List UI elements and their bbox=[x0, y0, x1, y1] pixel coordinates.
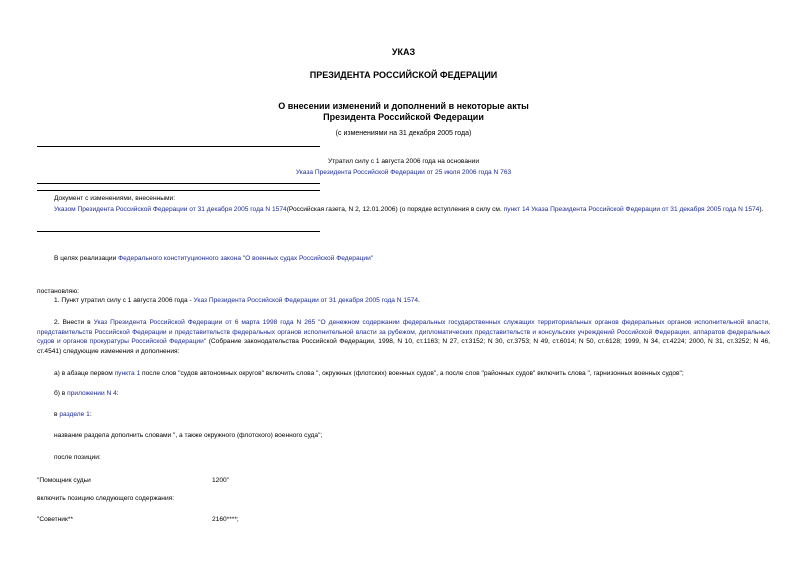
subpoint-b-link[interactable]: приложении N 4 bbox=[67, 390, 117, 397]
divider-rule bbox=[37, 146, 320, 147]
doc-issuer-title: ПРЕЗИДЕНТА РОССИЙСКОЙ ФЕДЕРАЦИИ bbox=[309, 70, 498, 80]
section-1-link[interactable]: разделе 1 bbox=[59, 411, 90, 418]
subpoint-a-start: а) в абзаце первом bbox=[54, 370, 113, 377]
changes-link-decree-1574[interactable]: Указом Президента Российской Федерации от 31 декабря 2005 года N 1574 bbox=[54, 206, 287, 213]
doc-subject-line-1: О внесении изменений и дополнений в некоторые акты bbox=[278, 101, 529, 111]
point-1-link[interactable]: Указ Президента Российской Федерации от 31 декабря 2005 года N 1574 bbox=[193, 297, 419, 304]
point-2-decree-link[interactable]: Указ Президента Российской Федерации от 6 марта 1998 года N 265 "О денежном содержании федеральных государственных служащих территориальных органов федеральных органов исполнительной власти, представительств Российской Федерации и представительств федеральных органов исполнительной власти за рубежом, дипломатических представительств и консульских учреждений Российской Федерации, аппаратов федеральных судов и органов прокуратуры Российской Федерации" bbox=[37, 319, 770, 346]
decree-word: постановляю: bbox=[37, 288, 80, 295]
section-1-start: в bbox=[54, 411, 58, 418]
section-1-end: : bbox=[89, 411, 92, 418]
doc-edition-note: (с изменениями на 31 декабря 2005 года) bbox=[335, 130, 472, 137]
preamble-text: В целях реализации bbox=[54, 255, 117, 262]
preamble bbox=[54, 254, 373, 264]
subpoint-a bbox=[54, 369, 684, 379]
changes-list bbox=[37, 205, 770, 215]
expiry-text: Утратил силу с 1 августа 2006 года на основании bbox=[327, 158, 480, 165]
point-2-start: 2. Внести в bbox=[54, 319, 91, 326]
doc-subject-line-2: Президента Российской Федерации bbox=[323, 112, 484, 122]
section-1-line bbox=[54, 410, 92, 420]
changes-intro: Документ с изменениями, внесенными: bbox=[54, 195, 176, 202]
subpoint-b bbox=[54, 389, 119, 399]
changes-link-point-14[interactable]: пункт 14 Указа Президента Российской Федерации от 31 декабря bbox=[503, 206, 705, 213]
subpoint-a-link[interactable]: пункта 1 bbox=[114, 370, 141, 377]
changes-link-year[interactable]: 2005 года N 1574 bbox=[706, 206, 760, 213]
position-row-2-value: 2160****; bbox=[212, 516, 239, 523]
point-1 bbox=[54, 296, 420, 306]
doc-type-title: УКАЗ bbox=[391, 47, 416, 57]
point-2-rest: (Собрание законодательства Российской Федерации, 1998, N 10, ст.1163; N 27, ст.3152; N 30, ст.3753; N 49, ст.6014; N 50, ст.6128; 1999, N 34, ст.4224; 2000, N 31, ст.3252; N 46, ст.4541) следующие изменения и дополнения: bbox=[37, 338, 770, 355]
subpoint-b-end: : bbox=[116, 390, 119, 397]
position-row-1-name: "Помощник судьи bbox=[37, 477, 91, 484]
subpoint-a-rest: после слов "судов автономных округов" включить слова ", окружных (флотских) военных судов", а после слов "районных судов" включить слова ", гарнизонных военных судов"; bbox=[142, 370, 684, 377]
point-1-text: 1. Пункт утратил силу с 1 августа 2006 года - bbox=[54, 297, 192, 304]
divider-rule bbox=[37, 183, 320, 184]
expiry-link[interactable]: Указа Президента Российской Федерации от 25 июля 2006 года N 763 bbox=[295, 169, 512, 176]
section-name-line: название раздела дополнить словами ", а также окружного (флотского) военного суда"; bbox=[54, 432, 323, 439]
point-1-end: . bbox=[418, 297, 420, 304]
after-positions-line: после позиции: bbox=[54, 454, 101, 461]
position-row-2-name: "Советник** bbox=[37, 516, 74, 523]
include-position-line: включить позицию следующего содержания: bbox=[37, 495, 175, 502]
position-row-1-value: 1200" bbox=[212, 477, 230, 484]
changes-end: ). bbox=[759, 206, 764, 213]
changes-source-text: (Российская газета, N 2, 12.01.2006) (о порядке вступления в силу см. bbox=[286, 206, 502, 213]
divider-rule bbox=[37, 231, 320, 232]
point-2 bbox=[37, 318, 770, 356]
divider-rule bbox=[37, 190, 320, 191]
subpoint-b-start: б) в bbox=[54, 390, 66, 397]
preamble-law-link[interactable]: Федерального конституционного закона "О военных судах Российской Федерации" bbox=[118, 255, 374, 262]
